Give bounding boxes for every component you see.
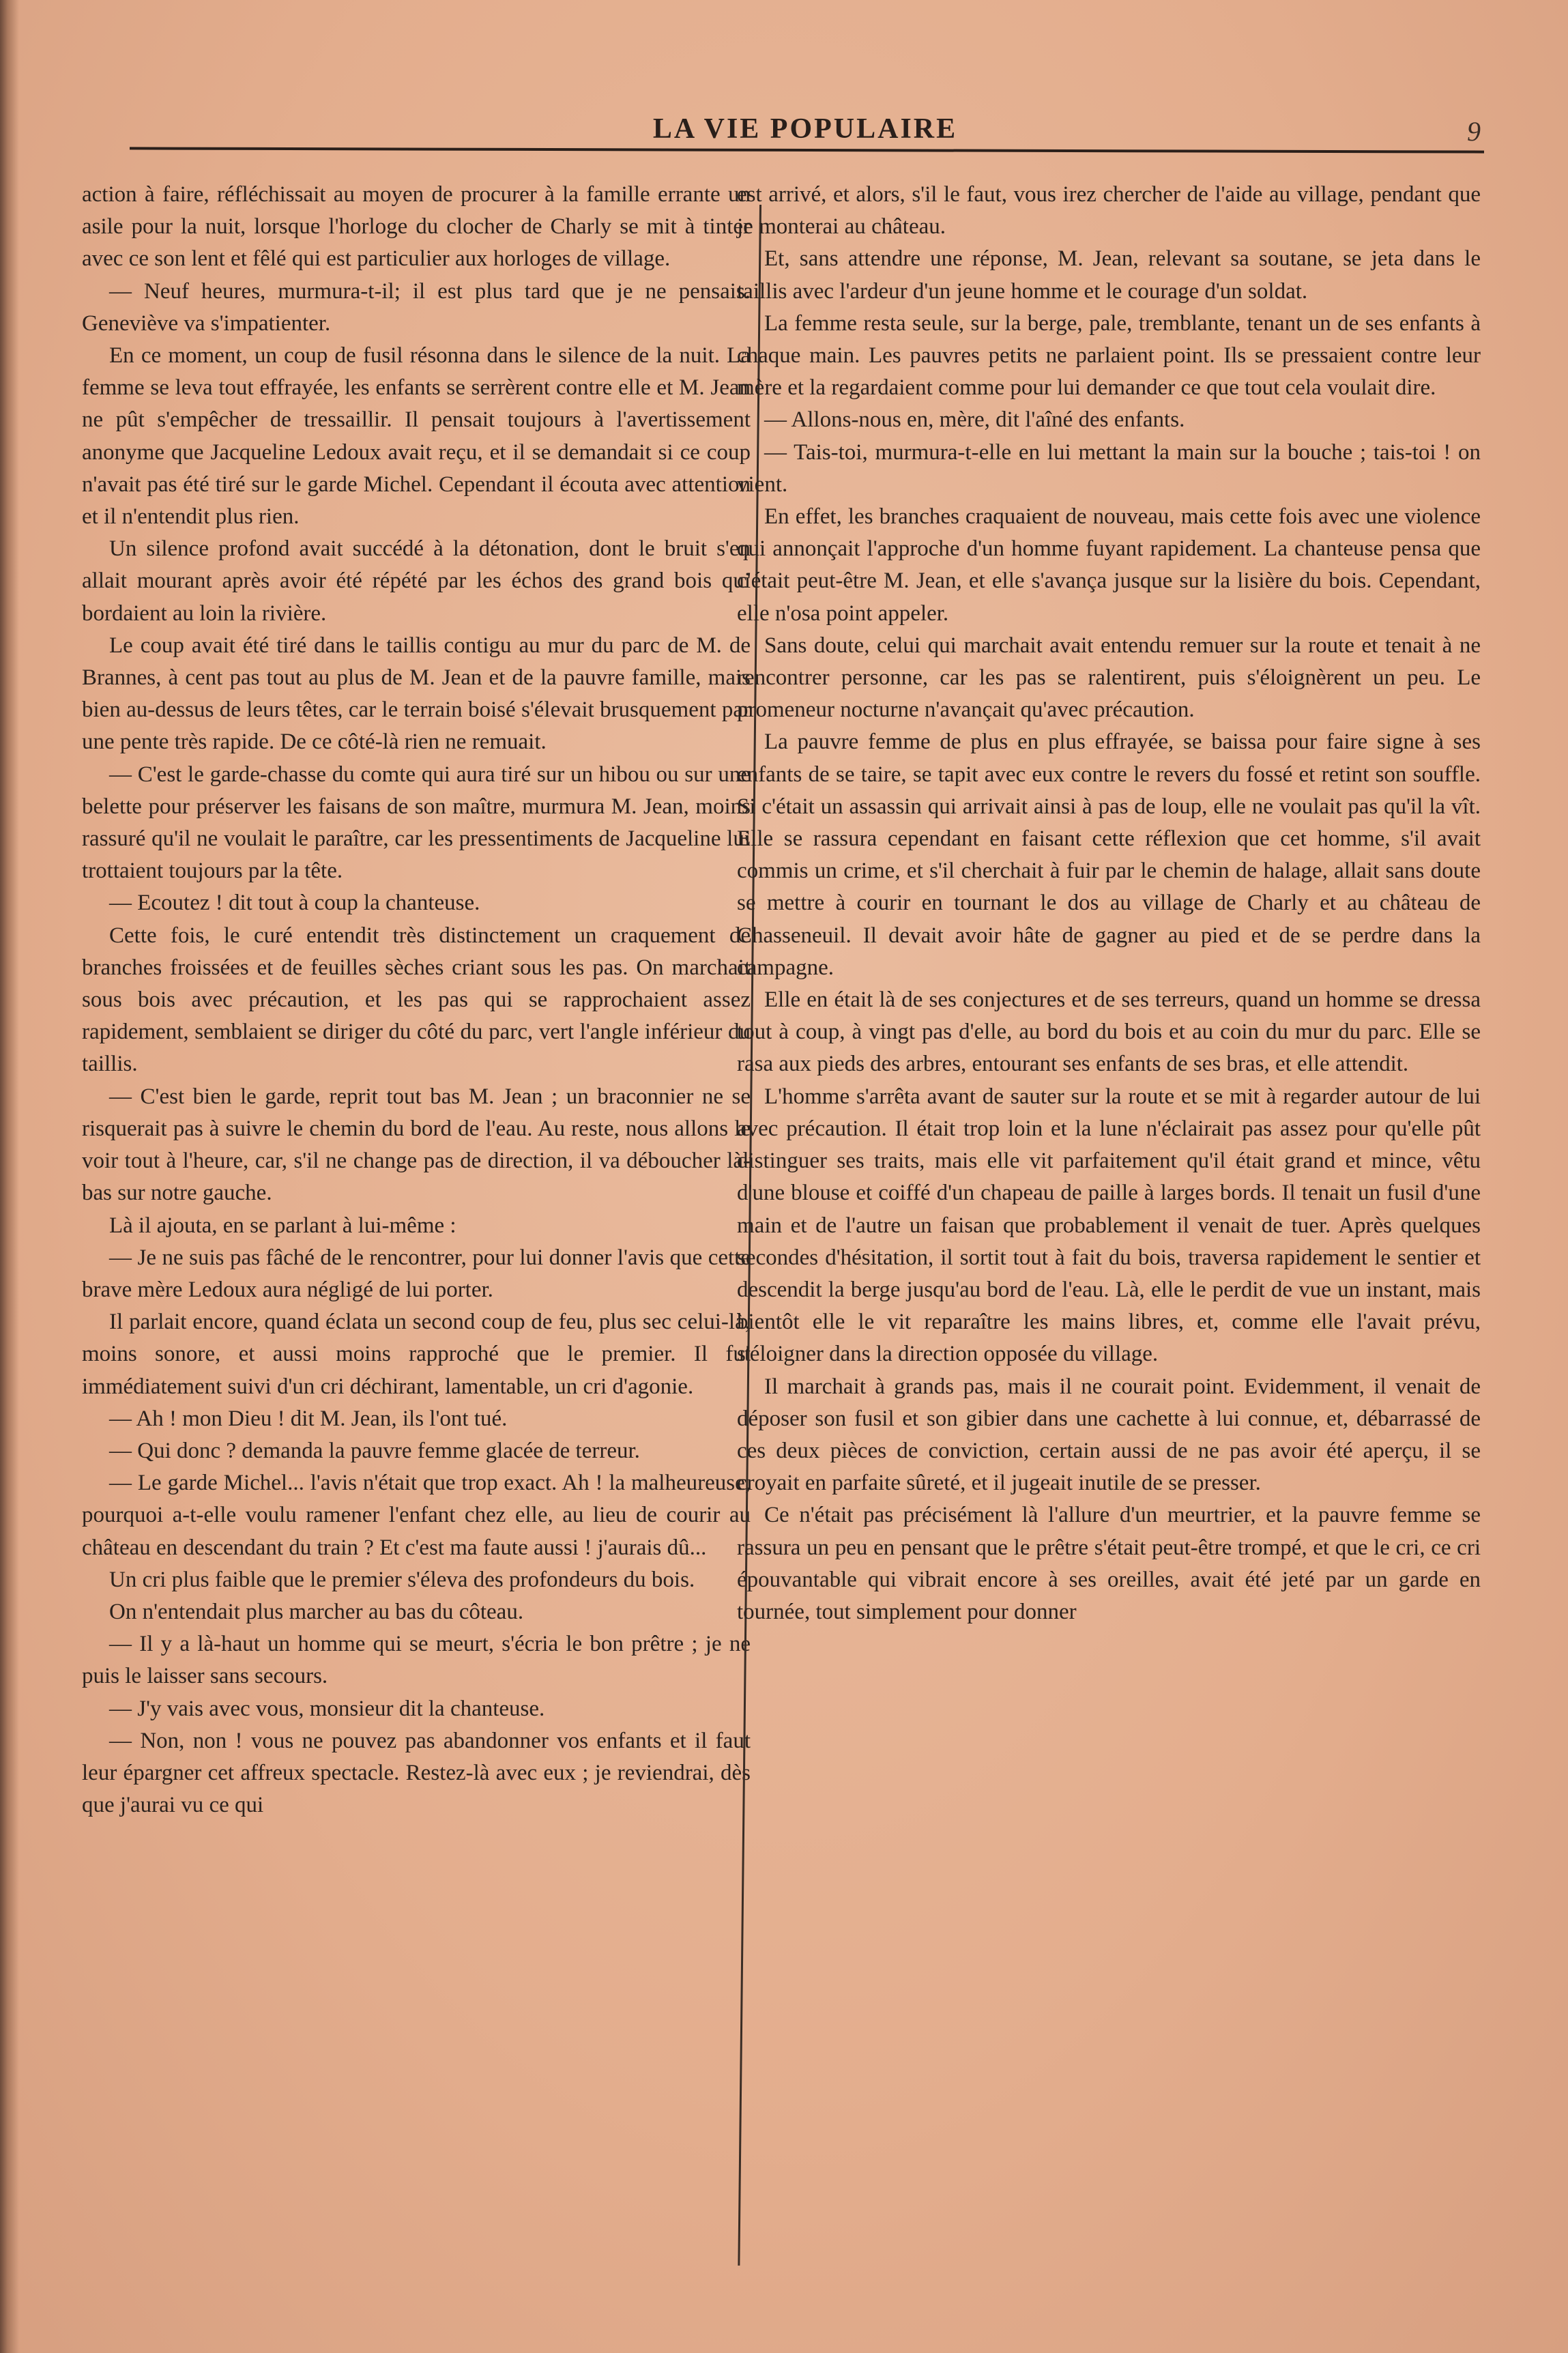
paragraph: Sans doute, celui qui marchait avait entendu remuer sur la route et tenait à ne rencontrer personne, car les pas se ralentirent, puis s'éloignèrent un peu. Le promeneur nocturne n'avançait qu'avec précaution. <box>737 633 1481 723</box>
paragraph: — Neuf heures, murmura-t-il; il est plus tard que je ne pensais. Geneviève va s'impatienter. <box>82 278 751 336</box>
paragraph: Il marchait à grands pas, mais il ne courait point. Evidemment, il venait de déposer son fusil et son gibier dans une cachette à lui connue, et, débarrassé de ces deux pièces de conviction, certain aussi de ne pas avoir été aperçu, il se croyait en parfaite sûreté, et il jugeait inutile de se presser. <box>737 1374 1481 1496</box>
paragraph: Elle en était là de ses conjectures et de ses terreurs, quand un homme se dressa tout à coup, à vingt pas d'elle, au bord du bois et au coin du mur du parc. Elle se rasa aux pieds des arbres, entourant ses enfants de ses bras, et elle attendit. <box>737 987 1481 1077</box>
paragraph: — C'est bien le garde, reprit tout bas M. Jean ; un braconnier ne se risquerait pas à suivre le chemin du bord de l'eau. Au reste, nous allons le voir tout à l'heure, car, s'il ne change pas de direction, il va déboucher là-bas sur notre gauche. <box>82 1084 751 1206</box>
paragraph: — Je ne suis pas fâché de le rencontrer, pour lui donner l'avis que cette brave mère Ledoux aura négligé de lui porter. <box>82 1245 751 1302</box>
paragraph: Un silence profond avait succédé à la détonation, dont le bruit s'en allait mourant après avoir été répété par les échos des grand bois qui bordaient au loin la rivière. <box>82 536 751 626</box>
paragraph: — C'est le garde-chasse du comte qui aura tiré sur un hibou ou sur une belette pour préserver les faisans de son maître, murmura M. Jean, moins rassuré qu'il ne voulait le paraître, car les pressentiments de Jacqueline lui trottaient toujours par la tête. <box>82 762 751 884</box>
paragraph: Le coup avait été tiré dans le taillis contigu au mur du parc de M. de Brannes, à cent pas tout au plus de M. Jean et de la pauvre famille, mais bien au-dessus de leurs têtes, car le terrain boisé s'élevait brusquement par une pente très rapide. De ce côté-là rien ne remuait. <box>82 633 751 755</box>
paragraph: On n'entendait plus marcher au bas du côteau. <box>109 1599 524 1624</box>
paragraph: — Tais-toi, murmura-t-elle en lui mettant la main sur la bouche ; tais-toi ! on vient. <box>737 439 1481 497</box>
right-column <box>737 179 1481 1628</box>
publication-title: LA VIE POPULAIRE <box>652 113 958 145</box>
paragraph: — Qui donc ? demanda la pauvre femme glacée de terreur. <box>109 1438 640 1463</box>
paragraph: — Non, non ! vous ne pouvez pas abandonner vos enfants et il faut leur épargner cet affreux spectacle. Restez-là avec eux ; je reviendrai, dès que j'aurai vu ce qui <box>82 1728 751 1818</box>
page-number: 9 <box>1467 116 1481 147</box>
paragraph: action à faire, réfléchissait au moyen de procurer à la famille errante un asile pour la nuit, lorsque l'horloge du clocher de Charly se mit à tinter avec ce son lent et fêlé qui est particulier aux horloges de village. <box>82 182 751 272</box>
page-header <box>130 113 1481 160</box>
paragraph: La femme resta seule, sur la berge, pale, tremblante, tenant un de ses enfants à chaque main. Les pauvres petits ne parlaient point. Ils se pressaient contre leur mère et la regardaient comme pour lui demander ce que tout cela voulait dire. <box>737 311 1481 401</box>
left-column <box>82 179 751 1821</box>
paragraph: est arrivé, et alors, s'il le faut, vous irez chercher de l'aide au village, pendant que je monterai au château. <box>737 182 1481 240</box>
paragraph: — Il y a là-haut un homme qui se meurt, s'écria le bon prêtre ; je ne puis le laisser sans secours. <box>82 1632 751 1689</box>
paragraph: En effet, les branches craquaient de nouveau, mais cette fois avec une violence qui annonçait l'approche d'un homme fuyant rapidement. La chanteuse pensa que c'était peut-être M. Jean, et elle s'avança jusque sur la lisière du bois. Cependant, elle n'osa point appeler. <box>737 504 1481 626</box>
paragraph: Et, sans attendre une réponse, M. Jean, relevant sa soutane, se jeta dans le taillis avec l'ardeur d'un jeune homme et le courage d'un soldat. <box>737 246 1481 304</box>
paragraph: Il parlait encore, quand éclata un second coup de feu, plus sec celui-là, moins sonore, et aussi moins rapproché que le premier. Il fut immédiatement suivi d'un cri déchirant, lamentable, un cri d'agonie. <box>82 1310 751 1399</box>
paragraph: Là il ajouta, en se parlant à lui-même : <box>109 1213 456 1238</box>
paragraph: La pauvre femme de plus en plus effrayée, se baissa pour faire signe à ses enfants de se taire, se tapit avec eux contre le revers du fossé et retint son souffle. Si c'était un assassin qui arrivait ainsi à pas de loup, elle ne voulait pas qu'il la vît. Elle se rassura cependant en faisant cette réflexion que cet homme, s'il avait commis un crime, et s'il cherchait à fuir par le chemin de halage, allait sans doute se mettre à courir en tournant le dos au village de Charly et au château de Chasseneuil. Il devait avoir hâte de gagner au pied et de se perdre dans la campagne. <box>737 730 1481 980</box>
paragraph: En ce moment, un coup de fusil résonna dans le silence de la nuit. La femme se leva tout effrayée, les enfants se serrèrent contre elle et M. Jean ne pût s'empêcher de tressaillir. Il pensait toujours à l'avertissement anonyme que Jacqueline Ledoux avait reçu, et il se demandait si ce coup n'avait pas été tiré sur le garde Michel. Cependant il écouta avec attention et il n'entendit plus rien. <box>82 343 751 530</box>
paragraph: Cette fois, le curé entendit très distinctement un craquement de branches froissées et de feuilles sèches criant sous les pas. On marchait sous bois avec précaution, et les pas qui se rapprochaient assez rapidement, semblaient se diriger du côté du parc, vert l'angle inférieur du taillis. <box>82 923 751 1077</box>
paragraph: — Allons-nous en, mère, dit l'aîné des enfants. <box>764 407 1185 433</box>
page-binding-edge <box>0 0 19 2353</box>
paragraph: L'homme s'arrêta avant de sauter sur la route et se mit à regarder autour de lui avec précaution. Il était trop loin et la lune n'éclairait pas assez pour qu'elle pût distinguer ses traits, mais elle vit parfaitement qu'il était grand et mince, vêtu d'une blouse et coiffé d'un chapeau de paille à larges bords. Il tenait un fusil d'une main et de l'autre un faisan que probablement il venait de tuer. Après quelques secondes d'hésitation, il sortit tout à fait du bois, traversa rapidement le sentier et descendit la berge jusqu'au bord de l'eau. Là, elle le perdit de vue un instant, mais bientôt elle le vit reparaître les mains libres, et, comme elle l'avait prévu, s'éloigner dans la direction opposée du village. <box>737 1084 1481 1367</box>
paragraph: — Ecoutez ! dit tout à coup la chanteuse. <box>109 891 480 916</box>
paragraph: — Ah ! mon Dieu ! dit M. Jean, ils l'ont tué. <box>109 1406 508 1431</box>
paragraph: Ce n'était pas précisément là l'allure d'un meurtrier, et la pauvre femme se rassura un peu en pensant que le prêtre s'était peut-être trompé, et que le cri, ce cri épouvantable qui vibrait encore à ses oreilles, avait été jeté par un garde en tournée, tout simplement pour donner <box>737 1503 1481 1624</box>
paragraph: — J'y vais avec vous, monsieur dit la chanteuse. <box>109 1696 545 1721</box>
paragraph: — Le garde Michel... l'avis n'était que trop exact. Ah ! la malheureuse, pourquoi a-t-elle voulu ramener l'enfant chez elle, au lieu de courir au château en descendant du train ? Et c'est ma faute aussi ! j'aurais dû... <box>82 1471 751 1560</box>
paragraph: Un cri plus faible que le premier s'éleva des profondeurs du bois. <box>109 1567 695 1592</box>
